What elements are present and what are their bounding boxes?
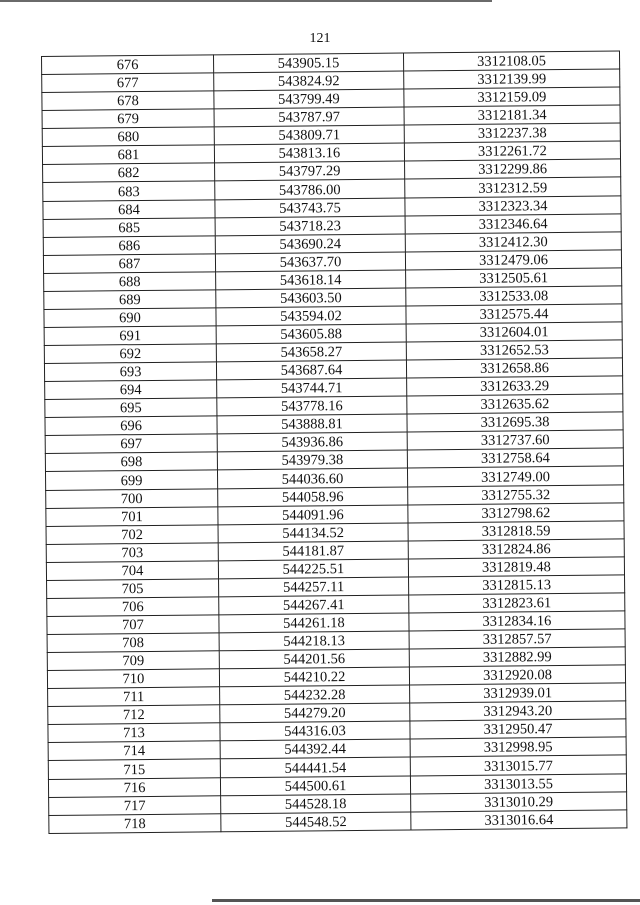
x-coordinate-cell: 543594.02 [216, 306, 406, 326]
x-coordinate-cell: 544500.61 [220, 775, 410, 795]
scan-edge-line-top [0, 0, 492, 2]
point-number-cell: 683 [43, 181, 215, 201]
y-coordinate-cell: 3312815.13 [409, 575, 625, 595]
point-number-cell: 711 [48, 687, 220, 707]
x-coordinate-cell: 543743.75 [215, 198, 405, 218]
x-coordinate-cell: 544218.13 [219, 631, 409, 651]
point-number-cell: 714 [48, 741, 220, 761]
y-coordinate-cell: 3313013.55 [410, 773, 626, 793]
point-number-cell: 685 [43, 217, 215, 237]
x-coordinate-cell: 544441.54 [220, 757, 410, 777]
x-coordinate-cell: 544232.28 [220, 685, 410, 705]
y-coordinate-cell: 3312939.01 [410, 683, 626, 703]
x-coordinate-cell: 543809.71 [214, 125, 404, 145]
point-number-cell: 702 [46, 524, 218, 544]
x-coordinate-cell: 544201.56 [219, 649, 409, 669]
y-coordinate-cell: 3312755.32 [408, 484, 624, 504]
scan-edge-line-bottom [212, 899, 640, 902]
y-coordinate-cell: 3312505.61 [406, 268, 622, 288]
y-coordinate-cell: 3312950.47 [410, 719, 626, 739]
y-coordinate-cell: 3312108.05 [403, 51, 619, 71]
y-coordinate-cell: 3312819.48 [408, 557, 624, 577]
point-number-cell: 715 [48, 759, 220, 779]
x-coordinate-cell: 543778.16 [217, 396, 407, 416]
x-coordinate-cell: 544036.60 [217, 468, 407, 488]
y-coordinate-cell: 3312635.62 [407, 394, 623, 414]
x-coordinate-cell: 543744.71 [217, 378, 407, 398]
y-coordinate-cell: 3312834.16 [409, 611, 625, 631]
point-number-cell: 691 [44, 326, 216, 346]
x-coordinate-cell: 544058.96 [218, 487, 408, 507]
x-coordinate-cell: 544181.87 [218, 541, 408, 561]
point-number-cell: 697 [45, 434, 217, 454]
point-number-cell: 698 [45, 452, 217, 472]
y-coordinate-cell: 3312824.86 [408, 539, 624, 559]
point-number-cell: 684 [43, 199, 215, 219]
y-coordinate-cell: 3312695.38 [407, 412, 623, 432]
point-number-cell: 708 [47, 633, 219, 653]
x-coordinate-cell: 543603.50 [216, 288, 406, 308]
x-coordinate-cell: 543905.15 [213, 53, 403, 73]
point-number-cell: 689 [44, 290, 216, 310]
point-number-cell: 686 [43, 235, 215, 255]
point-number-cell: 692 [44, 344, 216, 364]
y-coordinate-cell: 3312299.86 [405, 159, 621, 179]
x-coordinate-cell: 543786.00 [215, 179, 405, 199]
x-coordinate-cell: 543618.14 [216, 270, 406, 290]
point-number-cell: 688 [44, 272, 216, 292]
y-coordinate-cell: 3312479.06 [405, 250, 621, 270]
x-coordinate-cell: 543797.29 [215, 161, 405, 181]
x-coordinate-cell: 544548.52 [221, 812, 411, 832]
x-coordinate-cell: 543687.64 [216, 360, 406, 380]
coordinates-table-container [41, 50, 626, 834]
point-number-cell: 682 [43, 163, 215, 183]
y-coordinate-cell: 3312943.20 [410, 701, 626, 721]
x-coordinate-cell: 544392.44 [220, 739, 410, 759]
x-coordinate-cell: 543690.24 [215, 234, 405, 254]
y-coordinate-cell: 3312920.08 [409, 665, 625, 685]
x-coordinate-cell: 543718.23 [215, 216, 405, 236]
y-coordinate-cell: 3312533.08 [406, 286, 622, 306]
coordinates-table-body [42, 51, 627, 834]
x-coordinate-cell: 543936.86 [217, 432, 407, 452]
y-coordinate-cell: 3312823.61 [409, 593, 625, 613]
x-coordinate-cell: 544210.22 [219, 667, 409, 687]
x-coordinate-cell: 544225.51 [218, 559, 408, 579]
point-number-cell: 704 [46, 561, 218, 581]
y-coordinate-cell: 3312312.59 [405, 177, 621, 197]
point-number-cell: 713 [48, 723, 220, 743]
y-coordinate-cell: 3312652.53 [406, 340, 622, 360]
point-number-cell: 709 [47, 651, 219, 671]
point-number-cell: 705 [47, 579, 219, 599]
point-number-cell: 717 [49, 795, 221, 815]
point-number-cell: 718 [49, 813, 221, 833]
y-coordinate-cell: 3312749.00 [407, 466, 623, 486]
x-coordinate-cell: 544279.20 [220, 703, 410, 723]
y-coordinate-cell: 3312181.34 [404, 105, 620, 125]
y-coordinate-cell: 3312857.57 [409, 629, 625, 649]
y-coordinate-cell: 3312346.64 [405, 214, 621, 234]
y-coordinate-cell: 3312575.44 [406, 304, 622, 324]
point-number-cell: 680 [42, 127, 214, 147]
y-coordinate-cell: 3312818.59 [408, 521, 624, 541]
point-number-cell: 699 [45, 470, 217, 490]
y-coordinate-cell: 3312998.95 [410, 737, 626, 757]
x-coordinate-cell: 543637.70 [215, 252, 405, 272]
point-number-cell: 695 [45, 398, 217, 418]
point-number-cell: 690 [44, 308, 216, 328]
point-number-cell: 679 [42, 109, 214, 129]
y-coordinate-cell: 3312323.34 [405, 195, 621, 215]
point-number-cell: 696 [45, 416, 217, 436]
y-coordinate-cell: 3312658.86 [406, 358, 622, 378]
point-number-cell: 678 [42, 91, 214, 111]
x-coordinate-cell: 543605.88 [216, 324, 406, 344]
x-coordinate-cell: 544257.11 [219, 577, 409, 597]
y-coordinate-cell: 3313010.29 [411, 791, 627, 811]
point-number-cell: 701 [46, 506, 218, 526]
point-number-cell: 681 [42, 145, 214, 165]
x-coordinate-cell: 544134.52 [218, 523, 408, 543]
y-coordinate-cell: 3312604.01 [406, 322, 622, 342]
y-coordinate-cell: 3312758.64 [407, 448, 623, 468]
y-coordinate-cell: 3312412.30 [405, 232, 621, 252]
point-number-cell: 693 [44, 362, 216, 382]
y-coordinate-cell: 3312139.99 [404, 69, 620, 89]
point-number-cell: 677 [42, 73, 214, 93]
point-number-cell: 716 [48, 777, 220, 797]
point-number-cell: 707 [47, 615, 219, 635]
x-coordinate-cell: 544316.03 [220, 721, 410, 741]
point-number-cell: 676 [42, 55, 214, 75]
point-number-cell: 703 [46, 543, 218, 563]
x-coordinate-cell: 543979.38 [217, 450, 407, 470]
x-coordinate-cell: 543888.81 [217, 414, 407, 434]
y-coordinate-cell: 3313015.77 [410, 755, 626, 775]
x-coordinate-cell: 543813.16 [214, 143, 404, 163]
x-coordinate-cell: 543787.97 [214, 107, 404, 127]
point-number-cell: 710 [47, 669, 219, 689]
point-number-cell: 706 [47, 597, 219, 617]
x-coordinate-cell: 544528.18 [221, 794, 411, 814]
y-coordinate-cell: 3312633.29 [407, 376, 623, 396]
point-number-cell: 700 [46, 488, 218, 508]
point-number-cell: 712 [48, 705, 220, 725]
x-coordinate-cell: 544267.41 [219, 595, 409, 615]
y-coordinate-cell: 3312737.60 [407, 430, 623, 450]
x-coordinate-cell: 544091.96 [218, 505, 408, 525]
page-number: 121 [309, 31, 331, 46]
y-coordinate-cell: 3312882.99 [409, 647, 625, 667]
point-number-cell: 687 [43, 254, 215, 274]
y-coordinate-cell: 3313016.64 [411, 810, 627, 830]
x-coordinate-cell: 543799.49 [214, 89, 404, 109]
x-coordinate-cell: 543824.92 [214, 71, 404, 91]
y-coordinate-cell: 3312159.09 [404, 87, 620, 107]
coordinates-table [41, 50, 627, 834]
y-coordinate-cell: 3312261.72 [404, 141, 620, 161]
x-coordinate-cell: 544261.18 [219, 613, 409, 633]
y-coordinate-cell: 3312798.62 [408, 502, 624, 522]
x-coordinate-cell: 543658.27 [216, 342, 406, 362]
point-number-cell: 694 [45, 380, 217, 400]
y-coordinate-cell: 3312237.38 [404, 123, 620, 143]
